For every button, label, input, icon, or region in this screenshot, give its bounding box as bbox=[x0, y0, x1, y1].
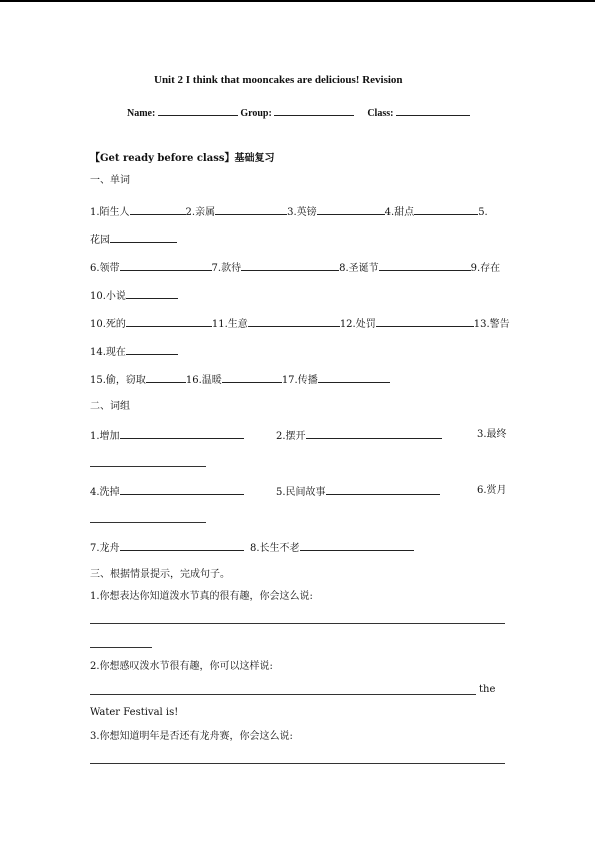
vocab-row-2 bbox=[90, 233, 177, 247]
answer-blank[interactable] bbox=[120, 261, 212, 271]
name-label: Name: bbox=[127, 108, 156, 119]
vocab-item-4: 4.甜点 bbox=[384, 207, 415, 218]
answer-blank[interactable] bbox=[241, 261, 339, 271]
group-label: Group: bbox=[240, 108, 272, 119]
phrase-item-2: 2.摆开 bbox=[276, 429, 442, 443]
vocab-item-2: 2.亲属 bbox=[185, 207, 216, 218]
answer-blank[interactable] bbox=[110, 233, 177, 243]
answer-blank[interactable] bbox=[120, 429, 244, 439]
question-1: 1.你想表达你知道泼水节真的很有趣，你会这么说: bbox=[90, 591, 313, 602]
vocab-item-9: 9.存在 bbox=[470, 263, 501, 274]
vocab-item-11: 11.生意 bbox=[211, 319, 248, 330]
vocab-item-8: 8.圣诞节 bbox=[339, 263, 379, 274]
header-fields bbox=[127, 106, 470, 120]
vocab-row-4 bbox=[90, 289, 178, 303]
answer-blank-continuation[interactable] bbox=[90, 466, 206, 467]
part1-heading: 一、单词 bbox=[90, 175, 130, 186]
part2-heading: 二、词组 bbox=[90, 401, 130, 412]
phrase-item-6: 6.赏月 bbox=[477, 485, 507, 496]
vocab-item-5-word: 花园 bbox=[90, 235, 110, 246]
vocab-item-13: 13.警告 bbox=[473, 319, 510, 330]
phrase-item-8: 8.长生不老 bbox=[250, 541, 414, 555]
vocab-item-6: 6.领带 bbox=[90, 263, 120, 274]
question-2-continuation: Water Festival is! bbox=[90, 707, 179, 718]
vocab-item-16: 16.温暖 bbox=[185, 375, 222, 386]
answer-blank[interactable] bbox=[222, 373, 282, 383]
answer-line[interactable] bbox=[90, 623, 505, 624]
phrase-item-4: 4.洗掉 bbox=[90, 485, 244, 499]
vocab-row-1 bbox=[90, 205, 488, 219]
answer-blank[interactable] bbox=[120, 485, 244, 495]
vocab-item-10: 10.小说 bbox=[90, 291, 126, 302]
answer-blank-continuation[interactable] bbox=[90, 522, 206, 523]
question-2: 2.你想感叹泼水节很有趣，你可以这样说: bbox=[90, 661, 273, 672]
vocab-item-15: 15.偷，窃取 bbox=[90, 375, 146, 386]
phrase-item-3: 3.最终 bbox=[477, 429, 507, 440]
vocab-item-10b: 10.死的 bbox=[90, 319, 126, 330]
page-title: Unit 2 I think that mooncakes are delicious! Revision bbox=[154, 74, 403, 86]
phrase-item-5: 5.民间故事 bbox=[276, 485, 440, 499]
section-heading: 【Get ready before class】基础复习 bbox=[90, 153, 275, 164]
answer-blank[interactable] bbox=[248, 317, 340, 327]
phrase-item-1: 1.增加 bbox=[90, 429, 244, 443]
vocab-row-3 bbox=[90, 261, 500, 275]
answer-blank[interactable] bbox=[215, 205, 287, 215]
answer-blank[interactable] bbox=[146, 373, 186, 383]
vocab-row-6 bbox=[90, 345, 178, 359]
answer-blank[interactable] bbox=[326, 485, 440, 495]
answer-blank[interactable] bbox=[126, 317, 212, 327]
answer-blank[interactable] bbox=[306, 429, 442, 439]
answer-blank[interactable] bbox=[130, 205, 186, 215]
answer-blank[interactable] bbox=[379, 261, 471, 271]
group-blank[interactable] bbox=[274, 106, 354, 116]
vocab-item-17: 17.传播 bbox=[281, 375, 318, 386]
vocab-row-5 bbox=[90, 317, 510, 331]
question-3: 3.你想知道明年是否还有龙舟赛，你会这么说: bbox=[90, 731, 293, 742]
vocab-row-7 bbox=[90, 373, 390, 387]
vocab-item-7: 7.款待 bbox=[211, 263, 242, 274]
answer-blank[interactable] bbox=[376, 317, 474, 327]
name-blank[interactable] bbox=[158, 106, 238, 116]
class-label: Class: bbox=[367, 108, 394, 119]
answer-line[interactable] bbox=[90, 694, 476, 695]
vocab-item-5-number: 5. bbox=[478, 207, 488, 218]
part3-heading: 三、根据情景提示，完成句子。 bbox=[90, 569, 230, 580]
answer-line[interactable] bbox=[90, 763, 505, 764]
answer-blank[interactable] bbox=[414, 205, 478, 215]
vocab-item-1: 1.陌生人 bbox=[90, 207, 130, 218]
phrase-item-7: 7.龙舟 bbox=[90, 541, 244, 555]
answer-blank[interactable] bbox=[126, 345, 178, 355]
answer-line[interactable] bbox=[90, 647, 152, 648]
answer-blank[interactable] bbox=[300, 541, 414, 551]
class-blank[interactable] bbox=[396, 106, 470, 116]
vocab-item-12: 12.处罚 bbox=[339, 319, 376, 330]
question-2-tail: the bbox=[479, 684, 496, 695]
answer-blank[interactable] bbox=[317, 205, 385, 215]
page-top-border bbox=[0, 0, 595, 2]
vocab-item-3: 3.英镑 bbox=[287, 207, 317, 218]
answer-blank[interactable] bbox=[120, 541, 244, 551]
answer-blank[interactable] bbox=[126, 289, 178, 299]
answer-blank[interactable] bbox=[318, 373, 390, 383]
vocab-item-14: 14.现在 bbox=[90, 347, 126, 358]
